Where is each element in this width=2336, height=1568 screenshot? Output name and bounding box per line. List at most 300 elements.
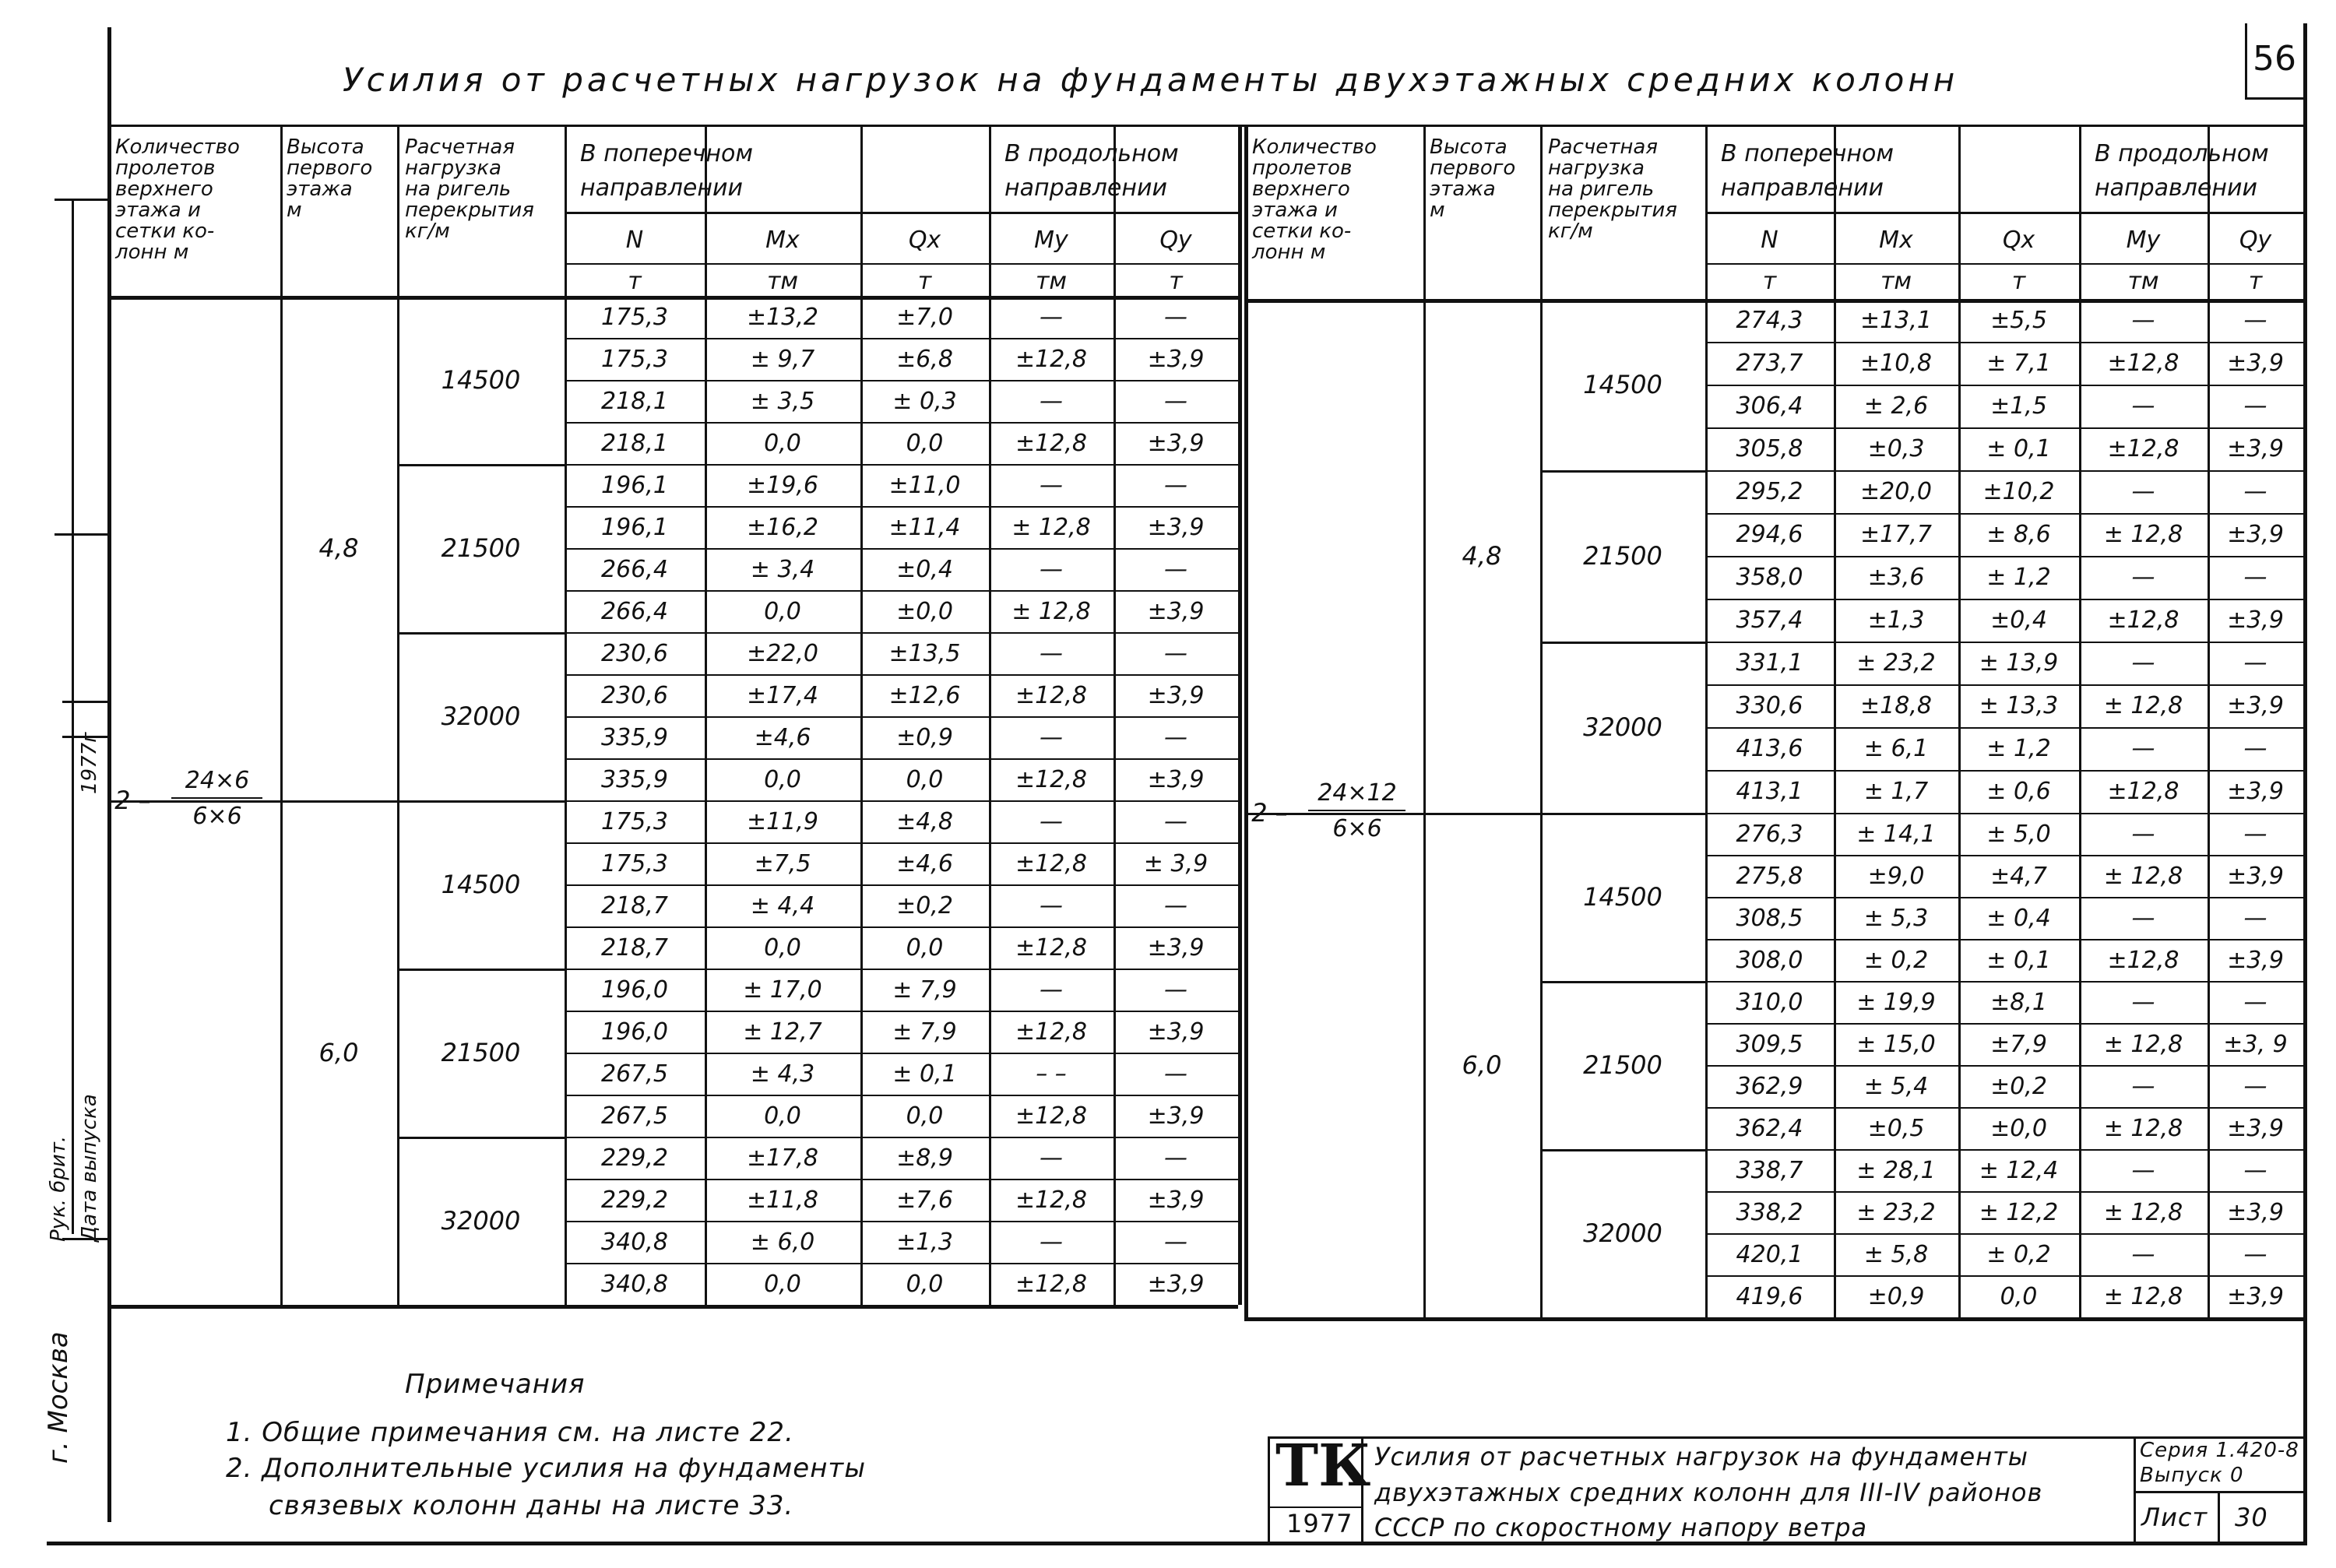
margin-release-date: Дата выпуска [78, 1094, 101, 1242]
left-cell-n: 196,1 [601, 513, 668, 541]
left-cell-mx: ±4,6 [754, 723, 811, 751]
left-cell-n: 175,3 [601, 303, 668, 331]
left-header-unit-line [565, 263, 1238, 265]
notes-heading: Примечания [405, 1369, 586, 1400]
right-cell-n: 331,1 [1736, 649, 1803, 677]
right-cell-my: — [2131, 1072, 2155, 1100]
right-unit-my: тм [2127, 267, 2159, 295]
left-cell-mx: ±11,8 [747, 1186, 818, 1214]
right-cell-qy: ±3,9 [2227, 862, 2284, 890]
left-col-line-0 [107, 125, 111, 1305]
left-height-6-0: 6,0 [318, 1038, 359, 1067]
left-cell-my: ±12,8 [1015, 345, 1087, 373]
page-title: Усилия от расчетных нагрузок на фундаменты двухэтажных средних колонн [343, 61, 1959, 99]
right-cell-my: — [2131, 564, 2155, 591]
right-cell-qy: — [2243, 904, 2267, 932]
left-header-count: Количество пролетов верхнего этажа и сетки ко- лонн м [115, 135, 240, 264]
left-cell-my: ±12,8 [1015, 429, 1087, 457]
left-span-fraction-top: 24×6 [185, 766, 250, 794]
left-cell-qx: 0,0 [906, 933, 944, 962]
left-cell-qx: ±0,2 [896, 891, 953, 919]
right-cell-qy: — [2243, 1156, 2267, 1184]
left-cell-n: 335,9 [601, 765, 668, 793]
left-cell-qy: ±3,9 [1147, 1186, 1205, 1214]
left-cell-mx: ±11,9 [747, 807, 818, 835]
right-group-5-top-line [1540, 1149, 1705, 1151]
left-unit-qy: т [1169, 267, 1183, 295]
left-cell-my: — [1040, 1228, 1063, 1256]
right-cell-my: — [2131, 307, 2155, 334]
right-cell-qx: ± 0,2 [1986, 1240, 2051, 1268]
right-group-4-top-line [1540, 981, 1705, 983]
left-cell-n: 175,3 [601, 807, 668, 835]
left-header-my: My [1034, 226, 1068, 254]
left-unit-qx: т [917, 267, 932, 295]
left-cell-my: — [1040, 471, 1063, 499]
right-cell-n: 310,0 [1736, 988, 1803, 1016]
left-cell-qy: — [1164, 723, 1187, 751]
left-cell-n: 340,8 [601, 1270, 668, 1298]
right-cell-qx: ±0,2 [1990, 1072, 2047, 1100]
left-cell-qx: ±1,3 [896, 1228, 953, 1256]
left-cell-mx: ±19,6 [747, 471, 818, 499]
right-unit-qx: т [2011, 267, 2026, 295]
left-cell-qy: — [1164, 1228, 1187, 1256]
right-cell-mx: ± 14,1 [1856, 820, 1936, 848]
left-group-0-load: 14500 [441, 365, 521, 395]
right-cell-my: ± 12,8 [2103, 862, 2183, 890]
left-group-5-load: 32000 [441, 1206, 521, 1236]
right-cell-n: 357,4 [1736, 606, 1803, 634]
right-group-2-load: 32000 [1583, 712, 1662, 742]
right-span-fraction-bar [1308, 810, 1405, 811]
right-cell-n: 294,6 [1736, 521, 1803, 548]
left-cell-qx: ±4,8 [896, 807, 953, 835]
right-cell-my: — [2131, 904, 2155, 932]
left-cell-qy: — [1164, 976, 1187, 1004]
right-group-3-load: 14500 [1583, 882, 1662, 912]
left-cell-mx: ±17,4 [747, 681, 818, 709]
left-cell-mx: 0,0 [764, 1270, 801, 1298]
right-header-height: Высота первого этажа м [1430, 135, 1516, 222]
right-cell-my: ±12,8 [2107, 946, 2179, 974]
right-cell-mx: ± 19,9 [1856, 988, 1936, 1016]
left-unit-n: т [628, 267, 642, 295]
left-cell-mx: 0,0 [764, 765, 801, 793]
right-cell-mx: ±10,8 [1860, 350, 1932, 377]
left-cell-qy: — [1164, 555, 1187, 583]
left-cell-mx: ± 3,4 [750, 555, 815, 583]
right-cell-mx: ±3,6 [1867, 564, 1925, 591]
right-cell-n: 330,6 [1736, 692, 1803, 719]
left-header-longitudinal: В продольном направлении [1004, 140, 1179, 202]
right-header-n: N [1761, 226, 1778, 254]
right-cell-n: 338,2 [1736, 1198, 1803, 1226]
stamp-desc-2: двухэтажных средних колонн для III-IV районов [1374, 1478, 2043, 1507]
stamp-series-divider [2134, 1436, 2136, 1542]
right-cell-mx: ±0,9 [1867, 1282, 1925, 1310]
margin-tick-5 [62, 1238, 107, 1240]
right-cell-qx: ±0,4 [1990, 606, 2047, 634]
right-cell-qy: ±3,9 [2227, 606, 2284, 634]
right-cell-mx: ± 0,2 [1863, 946, 1929, 974]
left-cell-mx: ±17,8 [747, 1144, 818, 1172]
right-cell-my: — [2131, 988, 2155, 1016]
left-cell-qy: ±3,9 [1147, 429, 1205, 457]
right-cell-qy: ±3,9 [2227, 1282, 2284, 1310]
right-cell-mx: ±20,0 [1860, 478, 1932, 505]
margin-city: г. Москва [43, 1331, 74, 1464]
right-cell-my: ±12,8 [2107, 435, 2179, 462]
left-cell-my: — [1040, 891, 1063, 919]
right-cell-n: 305,8 [1736, 435, 1803, 462]
right-cell-my: ±12,8 [2107, 606, 2179, 634]
margin-tick-2 [55, 533, 107, 536]
right-group-1-load: 21500 [1583, 541, 1662, 571]
right-cell-qy: ±3, 9 [2223, 1030, 2288, 1058]
sheet-number: 56 [2253, 38, 2296, 79]
left-cell-qx: 0,0 [906, 1270, 944, 1298]
margin-tick-3 [62, 701, 107, 703]
right-cell-qy: ±3,9 [2227, 350, 2284, 377]
right-header-my: My [2126, 226, 2161, 254]
right-cell-n: 420,1 [1736, 1240, 1803, 1268]
left-cell-my: — [1040, 976, 1063, 1004]
left-table-bottom-line [107, 1305, 1238, 1309]
right-header-qy: Qy [2239, 226, 2272, 254]
left-cell-qx: 0,0 [906, 765, 944, 793]
left-cell-qy: ±3,9 [1147, 1102, 1205, 1130]
left-cell-mx: ± 12,7 [743, 1018, 822, 1046]
left-cell-qx: ± 7,9 [892, 1018, 957, 1046]
margin-head: Рук. брит. [47, 1135, 70, 1242]
left-span-fraction-bar [171, 797, 262, 799]
left-unit-my: тм [1035, 267, 1068, 295]
right-cell-n: 274,3 [1736, 307, 1803, 334]
right-cell-n: 338,7 [1736, 1156, 1803, 1184]
right-unit-n: т [1762, 267, 1777, 295]
right-cell-qy: — [2243, 307, 2267, 334]
left-cell-qx: ±8,9 [896, 1144, 953, 1172]
right-cell-my: — [2131, 392, 2155, 420]
right-cell-mx: ±17,7 [1860, 521, 1932, 548]
left-cell-qy: ±3,9 [1147, 513, 1205, 541]
note-2: 2. Дополнительные усилия на фундаменты [226, 1453, 867, 1484]
right-cell-qy: — [2243, 735, 2267, 762]
right-unit-mx: тм [1880, 267, 1912, 295]
left-span-prefix: 2 – [114, 786, 151, 815]
right-cell-mx: ± 23,2 [1856, 1198, 1936, 1226]
note-2-continued: связевых колонн даны на листе 33. [269, 1490, 794, 1521]
left-cell-mx: ± 3,5 [750, 387, 815, 415]
right-header-qx: Qx [2002, 226, 2035, 254]
right-cell-qx: ±0,0 [1990, 1114, 2047, 1142]
right-cell-qx: ± 12,4 [1979, 1156, 2059, 1184]
left-cell-qx: 0,0 [906, 429, 944, 457]
left-cell-qy: — [1164, 891, 1187, 919]
left-cell-qx: ±4,6 [896, 849, 953, 877]
right-cell-qy: — [2243, 564, 2267, 591]
left-cell-mx: 0,0 [764, 429, 801, 457]
right-cell-my: — [2131, 735, 2155, 762]
left-cell-qy: ±3,9 [1147, 1270, 1205, 1298]
right-cell-n: 309,5 [1736, 1030, 1803, 1058]
right-cell-qy: — [2243, 1240, 2267, 1268]
left-header-qy: Qy [1159, 226, 1192, 254]
left-cell-qx: ±13,5 [888, 639, 961, 667]
left-unit-mx: тм [766, 267, 799, 295]
stamp-sheet-divider [2218, 1491, 2220, 1542]
right-cell-qx: ± 0,4 [1986, 904, 2051, 932]
left-cell-n: 230,6 [601, 681, 668, 709]
left-cell-my: ± 12,8 [1011, 597, 1091, 625]
right-header-longitudinal: В продольном направлении [2095, 140, 2269, 202]
right-header-load: Расчетная нагрузка на ригель перекрытия кг/м [1548, 135, 1677, 243]
stamp-sheet-label: Лист [2141, 1503, 2208, 1532]
left-cell-my: — [1040, 1144, 1063, 1172]
right-header-unit-line [1705, 263, 2303, 265]
right-cell-my: ±12,8 [2107, 350, 2179, 377]
right-cell-mx: ± 15,0 [1856, 1030, 1936, 1058]
stamp-logo: ТК [1275, 1433, 1371, 1499]
right-cell-qx: ±10,2 [1982, 478, 2055, 505]
right-col-line-8 [2303, 125, 2307, 1317]
right-cell-n: 419,6 [1736, 1282, 1803, 1310]
right-cell-qx: ± 1,2 [1986, 735, 2051, 762]
right-cell-mx: ±0,5 [1867, 1114, 1925, 1142]
left-group-1-top-line [397, 464, 565, 466]
right-cell-qy: — [2243, 478, 2267, 505]
right-cell-my: — [2131, 478, 2155, 505]
right-cell-my: ± 12,8 [2103, 521, 2183, 548]
left-cell-n: 218,7 [601, 891, 668, 919]
right-cell-qx: ± 1,2 [1986, 564, 2051, 591]
left-cell-n: 218,7 [601, 933, 668, 962]
left-cell-qx: ±0,4 [896, 555, 953, 583]
left-cell-my: — [1040, 639, 1063, 667]
right-cell-qx: ±8,1 [1990, 988, 2047, 1016]
right-group-0-load: 14500 [1583, 370, 1662, 399]
right-cell-qx: ±7,9 [1990, 1030, 2047, 1058]
left-group-3-top-line [397, 800, 565, 803]
right-cell-qx: ±4,7 [1990, 862, 2047, 890]
right-cell-my: ± 12,8 [2103, 1282, 2183, 1310]
right-cell-qx: ±5,5 [1990, 307, 2047, 334]
right-cell-qy: — [2243, 392, 2267, 420]
left-cell-qy: — [1164, 1144, 1187, 1172]
right-cell-qx: ± 0,1 [1986, 946, 2051, 974]
left-cell-qx: ±0,9 [896, 723, 953, 751]
right-cell-qy: ±3,9 [2227, 521, 2284, 548]
right-cell-qy: — [2243, 1072, 2267, 1100]
left-cell-my: ±12,8 [1015, 765, 1087, 793]
left-cell-my: ±12,8 [1015, 1186, 1087, 1214]
right-cell-qx: ± 13,3 [1979, 692, 2059, 719]
right-cell-qy: ±3,9 [2227, 1198, 2284, 1226]
left-cell-qx: ±11,0 [888, 471, 961, 499]
left-cell-my: — [1040, 723, 1063, 751]
right-group-5-load: 32000 [1583, 1218, 1662, 1248]
left-cell-my: ±12,8 [1015, 849, 1087, 877]
right-cell-my: ± 12,8 [2103, 1030, 2183, 1058]
left-cell-n: 230,6 [601, 639, 668, 667]
title-line [107, 125, 2303, 127]
left-cell-n: 266,4 [601, 597, 668, 625]
left-cell-qy: ±3,9 [1147, 1018, 1205, 1046]
left-cell-my: ±12,8 [1015, 1270, 1087, 1298]
right-cell-mx: ± 6,1 [1863, 735, 1929, 762]
right-cell-mx: ±13,1 [1860, 307, 1932, 334]
right-cell-qx: ± 8,6 [1986, 521, 2051, 548]
right-cell-qx: ± 0,6 [1986, 778, 2051, 805]
left-cell-qy: ±3,9 [1147, 597, 1205, 625]
left-cell-qx: ±6,8 [896, 345, 953, 373]
right-cell-mx: ±1,3 [1867, 606, 1925, 634]
left-cell-my: — [1040, 387, 1063, 415]
right-cell-mx: ± 5,8 [1863, 1240, 1929, 1268]
right-group-2-top-line [1540, 642, 1705, 644]
right-group-3-top-line [1540, 813, 1705, 815]
left-header-split-line [565, 212, 1238, 214]
right-cell-qx: ± 12,2 [1979, 1198, 2059, 1226]
right-cell-mx: ± 1,7 [1863, 778, 1929, 805]
left-cell-qx: ± 0,3 [892, 387, 957, 415]
left-cell-mx: ± 6,0 [750, 1228, 815, 1256]
left-cell-qy: ±3,9 [1147, 765, 1205, 793]
left-cell-my: — [1040, 807, 1063, 835]
left-cell-n: 196,1 [601, 471, 668, 499]
margin-year: 1977г [78, 732, 101, 794]
right-cell-qy: ±3,9 [2227, 435, 2284, 462]
stamp-series: Серия 1.420-8 [2140, 1439, 2299, 1462]
stamp-year: 1977 [1286, 1509, 1353, 1538]
right-cell-qy: ±3,9 [2227, 946, 2284, 974]
right-cell-qy: ±3,9 [2227, 778, 2284, 805]
right-cell-n: 273,7 [1736, 350, 1803, 377]
right-cell-qx: 0,0 [2000, 1282, 2038, 1310]
left-cell-mx: ±16,2 [747, 513, 818, 541]
right-cell-n: 275,8 [1736, 862, 1803, 890]
right-group-4-load: 21500 [1583, 1050, 1662, 1080]
right-cell-my: — [2131, 1240, 2155, 1268]
left-cell-n: 229,2 [601, 1186, 668, 1214]
right-cell-mx: ± 28,1 [1856, 1156, 1936, 1184]
left-cell-qy: — [1164, 387, 1187, 415]
left-cell-n: 218,1 [601, 387, 668, 415]
left-cell-qy: ±3,9 [1147, 345, 1205, 373]
left-header-height: Высота первого этажа м [287, 135, 373, 222]
left-span-fraction-bottom: 6×6 [192, 802, 242, 830]
left-group-3-load: 14500 [441, 870, 521, 899]
left-cell-mx: ± 4,3 [750, 1060, 815, 1088]
right-cell-qy: — [2243, 649, 2267, 677]
right-cell-qx: ±1,5 [1990, 392, 2047, 420]
right-cell-my: — [2131, 649, 2155, 677]
left-cell-mx: 0,0 [764, 597, 801, 625]
left-cell-my: ±12,8 [1015, 933, 1087, 962]
right-group-1-top-line [1540, 470, 1705, 473]
left-group-2-load: 32000 [441, 701, 521, 731]
right-cell-qx: ± 13,9 [1979, 649, 2059, 677]
left-group-2-top-line [397, 632, 565, 635]
left-cell-n: 266,4 [601, 555, 668, 583]
left-group-5-top-line [397, 1137, 565, 1139]
right-cell-n: 358,0 [1736, 564, 1803, 591]
left-group-4-top-line [397, 969, 565, 971]
right-header-count: Количество пролетов верхнего этажа и сетки ко- лонн м [1252, 135, 1377, 264]
right-cell-my: ± 12,8 [2103, 692, 2183, 719]
left-cell-qy: — [1164, 639, 1187, 667]
right-cell-qy: — [2243, 988, 2267, 1016]
left-cell-qx: ±11,4 [888, 513, 961, 541]
left-cell-n: 218,1 [601, 429, 668, 457]
right-cell-mx: ±18,8 [1860, 692, 1932, 719]
right-height-6-0: 6,0 [1462, 1050, 1502, 1080]
right-unit-qy: т [2248, 267, 2263, 295]
right-cell-mx: ± 2,6 [1863, 392, 1929, 420]
left-cell-n: 175,3 [601, 345, 668, 373]
left-cell-n: 229,2 [601, 1144, 668, 1172]
right-cell-n: 362,4 [1736, 1114, 1803, 1142]
left-cell-n: 335,9 [601, 723, 668, 751]
stamp-logo-year-divider [1268, 1506, 1361, 1508]
left-height-4-8: 4,8 [318, 533, 359, 563]
right-cell-n: 295,2 [1736, 478, 1803, 505]
left-header-mx: Mx [765, 226, 800, 254]
left-cell-qx: ±0,0 [896, 597, 953, 625]
right-cell-mx: ± 23,2 [1856, 649, 1936, 677]
margin-line [72, 199, 74, 1234]
left-cell-n: 267,5 [601, 1102, 668, 1130]
right-header-split-line [1705, 212, 2303, 214]
right-header-transverse: В поперечном направлении [1721, 140, 1894, 202]
right-cell-my: ± 12,8 [2103, 1114, 2183, 1142]
right-cell-qy: ±3,9 [2227, 692, 2284, 719]
left-header-qx: Qx [908, 226, 941, 254]
left-cell-n: 175,3 [601, 849, 668, 877]
right-cell-qy: — [2243, 820, 2267, 848]
right-height-4-8: 4,8 [1462, 541, 1502, 571]
left-cell-mx: ± 4,4 [750, 891, 815, 919]
right-col-line-0 [1244, 125, 1248, 1317]
note-1: 1. Общие примечания см. на листе 22. [226, 1417, 794, 1448]
stamp-issue: Выпуск 0 [2140, 1464, 2244, 1487]
right-cell-n: 413,6 [1736, 735, 1803, 762]
right-cell-n: 308,0 [1736, 946, 1803, 974]
right-cell-my: ± 12,8 [2103, 1198, 2183, 1226]
right-span-fraction-top: 24×12 [1318, 779, 1397, 807]
left-cell-n: 340,8 [601, 1228, 668, 1256]
margin-tick-4 [62, 736, 107, 738]
left-cell-qy: ± 3,9 [1143, 849, 1208, 877]
right-cell-my: — [2131, 1156, 2155, 1184]
left-cell-qx: 0,0 [906, 1102, 944, 1130]
margin-tick-1 [55, 199, 107, 201]
left-cell-qx: ± 7,9 [892, 976, 957, 1004]
right-cell-n: 308,5 [1736, 904, 1803, 932]
right-cell-mx: ± 5,4 [1863, 1072, 1929, 1100]
left-cell-qy: — [1164, 303, 1187, 331]
right-span-prefix: 2 – [1251, 798, 1288, 828]
frame-bottom [47, 1542, 2305, 1545]
right-cell-mx: ± 5,3 [1863, 904, 1929, 932]
left-cell-qy: ±3,9 [1147, 933, 1205, 962]
left-cell-qy: — [1164, 807, 1187, 835]
left-cell-qy: — [1164, 471, 1187, 499]
left-header-n: N [625, 226, 644, 254]
right-cell-my: — [2131, 820, 2155, 848]
left-cell-mx: 0,0 [764, 933, 801, 962]
